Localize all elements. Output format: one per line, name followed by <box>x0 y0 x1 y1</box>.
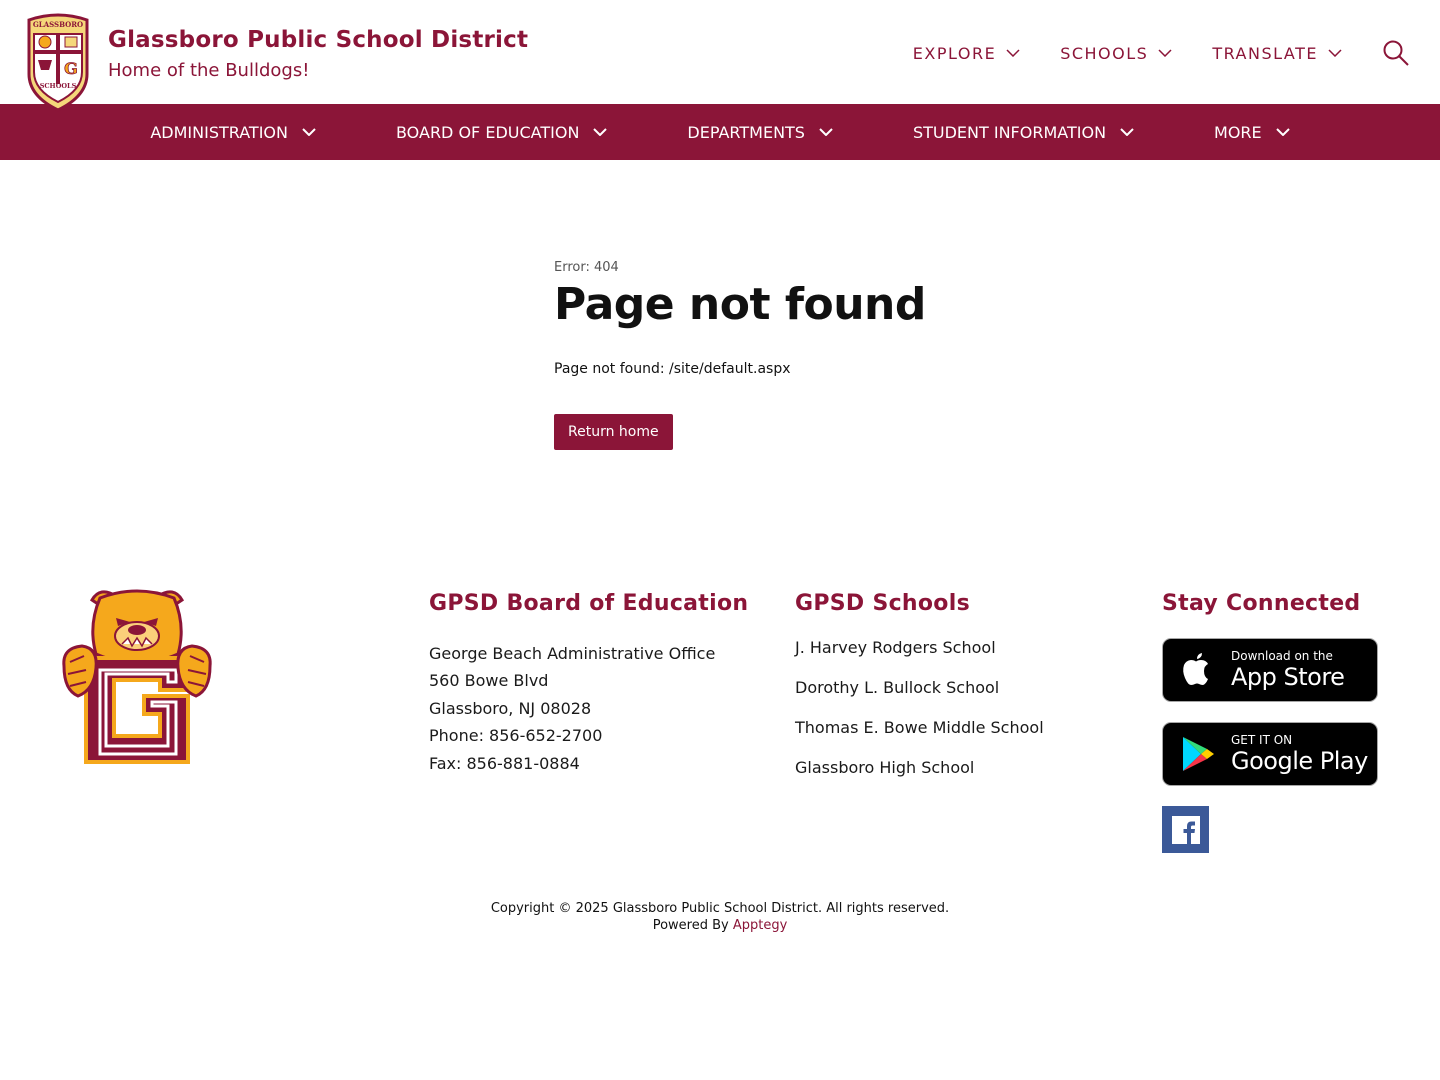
site-tagline: Home of the Bulldogs! <box>108 60 310 81</box>
main-nav <box>0 104 1440 160</box>
facebook-icon <box>1171 815 1201 845</box>
return-home-button[interactable]: Return home <box>554 414 673 450</box>
google-play-big: Google Play <box>1231 747 1368 775</box>
app-store-text <box>1231 649 1344 691</box>
footer-connect-heading: Stay Connected <box>1162 591 1361 616</box>
school-list <box>795 636 1044 796</box>
powered-by <box>0 917 1440 934</box>
top-nav-label: EXPLORE <box>912 43 997 63</box>
powered-by-prefix: Powered By <box>652 918 729 933</box>
top-nav-schools[interactable] <box>1060 38 1172 68</box>
nav-student-information[interactable] <box>913 104 1134 160</box>
chevron-down-icon <box>1328 49 1342 57</box>
board-street: 560 Bowe Blvd <box>429 671 549 691</box>
site-header <box>0 0 1440 104</box>
footer-schools-heading: GPSD Schools <box>795 591 970 616</box>
footer-board-column <box>429 590 748 777</box>
school-link[interactable]: Glassboro High School <box>795 758 975 777</box>
footer-connect-column <box>1162 590 1378 853</box>
board-city: Glassboro, NJ 08028 <box>429 698 592 718</box>
crest-letter: G <box>64 59 78 78</box>
nav-administration[interactable] <box>150 104 316 160</box>
google-play-icon <box>1177 734 1217 774</box>
nav-label: DEPARTMENTS <box>687 122 805 142</box>
crest-text-bottom: SCHOOLS <box>39 82 77 90</box>
board-office: George Beach Administrative Office <box>429 644 716 663</box>
chevron-down-icon <box>593 128 607 136</box>
brand <box>108 26 528 83</box>
bulldog-mascot-logo <box>60 586 214 768</box>
crest-text-top: GLASSBORO <box>32 20 84 29</box>
apple-icon <box>1177 650 1217 690</box>
app-store-big: App Store <box>1231 663 1345 691</box>
nav-label: STUDENT INFORMATION <box>912 122 1107 142</box>
error-section <box>554 260 926 450</box>
top-nav-label: SCHOOLS <box>1060 43 1149 63</box>
chevron-down-icon <box>819 128 833 136</box>
chevron-down-icon <box>1120 128 1134 136</box>
app-store-badge[interactable] <box>1162 638 1378 702</box>
chevron-down-icon <box>1158 49 1172 57</box>
chevron-down-icon <box>1276 128 1290 136</box>
nav-label: MORE <box>1214 122 1262 142</box>
top-nav-label: TRANSLATE <box>1212 43 1318 63</box>
top-nav-explore[interactable] <box>913 38 1020 68</box>
board-phone[interactable]: Phone: 856-652-2700 <box>429 726 603 746</box>
top-nav-translate[interactable] <box>1212 38 1342 68</box>
board-address <box>429 640 748 777</box>
error-code: Error: 404 <box>554 260 619 275</box>
nav-departments[interactable] <box>687 104 833 160</box>
utility-nav <box>913 38 1410 68</box>
nav-more[interactable] <box>1214 104 1290 160</box>
error-message: Page not found: /site/default.aspx <box>554 361 791 377</box>
chevron-down-icon <box>302 128 316 136</box>
copyright <box>0 900 1440 934</box>
page-title: Page not found <box>554 279 926 330</box>
nav-board-of-education[interactable] <box>396 104 607 160</box>
chevron-down-icon <box>1006 49 1020 57</box>
google-play-small: GET IT ON <box>1231 733 1293 747</box>
site-title[interactable]: Glassboro Public School District <box>108 27 529 53</box>
google-play-badge[interactable] <box>1162 722 1378 786</box>
school-link[interactable]: Thomas E. Bowe Middle School <box>795 718 1044 737</box>
facebook-link[interactable] <box>1162 806 1209 853</box>
district-crest-logo[interactable] <box>25 12 91 112</box>
search-icon[interactable] <box>1382 39 1410 67</box>
school-link[interactable]: Dorothy L. Bullock School <box>795 678 1000 697</box>
footer-board-heading: GPSD Board of Education <box>429 591 749 616</box>
copyright-text: Copyright © 2025 Glassboro Public School District. All rights reserved. <box>490 901 950 916</box>
google-play-text <box>1231 733 1368 775</box>
board-fax: Fax: 856-881-0884 <box>429 753 580 773</box>
nav-label: ADMINISTRATION <box>150 122 288 142</box>
school-link[interactable]: J. Harvey Rodgers School <box>795 638 996 657</box>
footer-schools-column <box>795 590 1044 796</box>
nav-label: BOARD OF EDUCATION <box>395 122 580 142</box>
apptegy-link[interactable]: Apptegy <box>732 918 788 933</box>
app-store-small: Download on the <box>1231 649 1333 663</box>
